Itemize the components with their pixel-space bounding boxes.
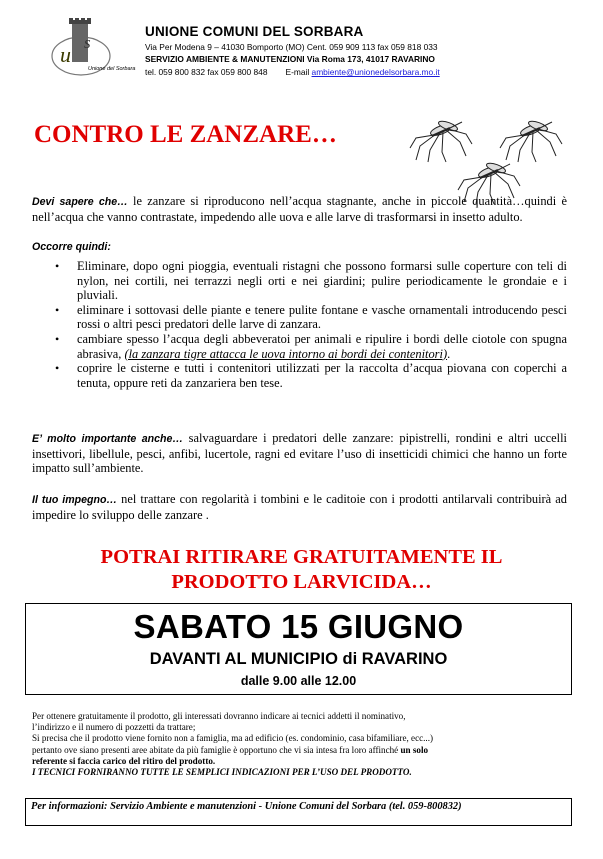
intro-paragraph xyxy=(32,194,567,224)
commitment-text: nel trattare con regolarità i tombini e le caditoie con i prodotti antilarvali contribuirà ad impedire lo sviluppo delle zanzare . xyxy=(32,492,567,522)
actions-list xyxy=(55,259,567,390)
event-box xyxy=(25,603,572,695)
cta-heading xyxy=(20,545,583,595)
important-paragraph xyxy=(32,431,567,476)
list-item: • Eliminare, dopo ogni pioggia, eventuali ristagni che possono formarsi sulle coperture con teli di nylon, nei cortili, nei terrazzi negli orti e nei giardini; pulire periodicamente le grondaie e i pluviali. xyxy=(55,259,567,303)
intro-lead: Devi sapere che… xyxy=(32,196,128,208)
header-contacts xyxy=(145,67,440,77)
commitment-lead: Il tuo impegno… xyxy=(32,494,118,506)
tiger-mosquito-note: (la zanzara tigre attacca le uova intorno ai bordi dei contenitori) xyxy=(124,346,448,361)
collection-notes: Per ottenere gratuitamente il prodotto, gli interessati dovranno indicare ai tecnici addetti il nominativo, l’indirizzo e il numero di pozzetti da trattare; Si precisa che il prodotto viene fornito non a famiglia, ma ad edificio (es. condominio, casa bifamiliare, ecc...) pertanto ove siano presenti aree abitate da più famiglie è opportuno che vi sia intesa fra loro affinché un solo referente si faccia carico del ritiro del prodotto. I TECNICI FORNIRANNO TUTTE LE SEMPLICI INDICAZIONI PER L’USO DEL PRODOTTO. xyxy=(32,711,433,778)
svg-text:s: s xyxy=(84,33,91,52)
cta-line-1: POTRAI RITIRARE GRATUITAMENTE IL xyxy=(100,546,503,568)
list-item: • coprire le cisterne e tutti i contenitori utilizzati per la raccolta d’acqua piovana con coperchi a tenuta, oppure reti da zanzariera ben tese. xyxy=(55,361,567,390)
bullet-icon: • xyxy=(55,331,60,346)
union-logo-icon xyxy=(50,18,136,78)
important-lead: E’ molto importante anche… xyxy=(32,433,183,445)
list-item: • eliminare i sottovasi delle piante e tenere pulite fontane e vasche ornamentali introducendo pesci rossi o altri pesci predatori delle larve di zanzara. xyxy=(55,302,567,332)
header-address: Via Per Modena 9 – 41030 Bomporto (MO) Cent. 059 909 113 fax 059 818 033 xyxy=(145,42,438,52)
event-hours: dalle 9.00 alle 12.00 xyxy=(240,674,357,688)
bullet-icon: • xyxy=(55,361,60,376)
header-title: UNIONE COMUNI DEL SORBARA xyxy=(145,24,364,39)
bullet-icon: • xyxy=(55,302,60,317)
important-text: salvaguardare i predatori delle zanzare: pipistrelli, rondini e altri uccelli insettivori, libellule, pesci, anfibi, lucertole, ragni ed evitare l’uso di insetticidi chimici che hanno un forte impatto sull’ambiente. xyxy=(32,431,568,476)
logo-caption: Unione del Sorbara xyxy=(88,66,136,72)
intro-text: le zanzare si riproducono nell’acqua stagnante, anche in piccole quantità…quindi è nell’acqua che vanno contrastate, impedendo alle uova e alle larve di trasformarsi in insetto adulto. xyxy=(32,194,567,224)
svg-text:u: u xyxy=(60,42,71,67)
event-place: DAVANTI AL MUNICIPIO di RAVARINO xyxy=(149,650,448,668)
header-service: SERVIZIO AMBIENTE & MANUTENZIONI Via Roma 173, 41017 RAVARINO xyxy=(145,54,435,64)
cta-line-2: PRODOTTO LARVICIDA… xyxy=(171,571,432,593)
info-box: Per informazioni: Servizio Ambiente e manutenzioni - Unione Comuni del Sorbara (tel. 059-800832) xyxy=(25,798,572,826)
event-date: SABATO 15 GIUGNO xyxy=(133,608,464,645)
occorre-label: Occorre quindi: xyxy=(32,241,111,253)
main-title: CONTRO LE ZANZARE… xyxy=(34,121,337,148)
header-phone-fax: tel. 059 800 832 fax 059 800 848 xyxy=(145,67,268,77)
email-link[interactable]: ambiente@unionedelsorbara.mo.it xyxy=(311,67,440,77)
email-label: E-mail xyxy=(285,67,310,77)
bullet-icon: • xyxy=(55,259,60,273)
list-item: • cambiare spesso l’acqua degli abbeveratoi per animali e ripulire i bordi delle ciotole con spugna abrasiva, (la zanzara tigre attacca le uova intorno ai bordi dei contenitori). xyxy=(55,331,567,361)
commitment-paragraph xyxy=(32,492,567,522)
